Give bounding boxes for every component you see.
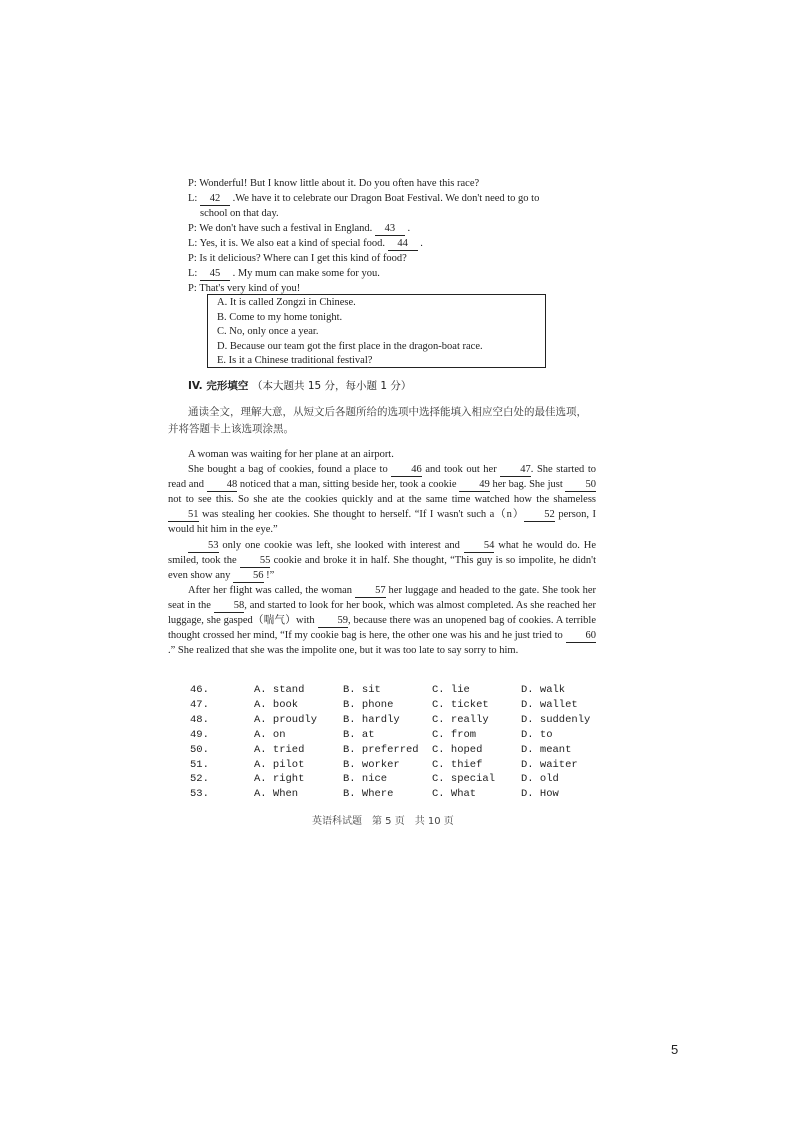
choice-row [190, 683, 610, 698]
choice-d: D. waiter [521, 758, 578, 771]
blank-number: 49 [459, 479, 490, 492]
question-number: 52. [190, 773, 209, 786]
passage-text: !” [263, 569, 275, 581]
blank-number: 57 [355, 585, 386, 598]
dialogue-text: . [404, 223, 411, 234]
dialogue-line [188, 176, 608, 191]
passage-text: .” She realized that she was the impolite one, but it was too late to say sorry to him. [168, 645, 519, 657]
choice-c: C. from [432, 728, 477, 741]
choice-a: A. pilot [254, 758, 305, 771]
dialogue-text: .We have it to celebrate our Dragon Boat Festival. We don't need to go to [229, 193, 540, 204]
dialogue-line [188, 206, 608, 221]
blank-number: 48 [207, 479, 238, 492]
blank-number: 60 [566, 630, 597, 643]
passage-text: person, I would hit him in the eye.” [168, 509, 596, 536]
blank-number: 56 [233, 570, 264, 583]
passage-text: cookie and broke it in half. She thought, “This guy is so impolite, he didn't even show any [168, 554, 596, 581]
choice-b: B. Where [343, 788, 394, 801]
dialogue-section [188, 176, 608, 296]
instructions: 通读全文，理解大意，从短文后各题所给的选项中选择能填入相应空白处的最佳选项，并将答题卡上该选项涂黑。 [168, 406, 587, 435]
section-title: IV. 完形填空 [188, 380, 249, 392]
dialogue-text: . My mum can make some for you. [229, 268, 380, 279]
dialogue-text: P: That's very kind of you! [188, 283, 301, 294]
section-note: （本大题共 15 分，每小题 1 分） [251, 380, 412, 392]
choice-c: C. special [432, 773, 496, 786]
dialogue-text: L: Yes, it is. We also eat a kind of special food. [188, 238, 388, 249]
choice-c: C. hoped [432, 743, 483, 756]
question-number: 46. [190, 684, 209, 696]
choice-d: D. How [521, 788, 559, 801]
choice-d: D. meant [521, 743, 572, 756]
choice-row [190, 713, 610, 728]
page-footer: 英语科试题 第 5 页 共 10 页 [312, 816, 454, 827]
blank-number: 58 [214, 600, 245, 613]
dialogue-line [188, 236, 608, 251]
blank-number: 51 [168, 509, 199, 522]
blank-number: 42 [200, 193, 230, 206]
dialogue-text: L: [188, 268, 200, 279]
dialogue-text: . [417, 238, 423, 249]
passage-text: her luggage and headed to the gate. She took her seat in the [168, 584, 597, 611]
choice-c: C. ticket [432, 698, 489, 711]
choice-d: D. walk [521, 684, 566, 696]
question-number: 50. [190, 743, 209, 756]
choice-d: D. suddenly [521, 713, 591, 726]
passage-paragraph [168, 538, 596, 583]
option-item: A. It is called Zongzi in Chinese. [217, 297, 356, 308]
dialogue-line [188, 221, 608, 236]
blank-number: 50 [565, 479, 596, 492]
choice-d: D. old [521, 773, 559, 786]
dialogue-text: P: We don't have such a festival in England. [188, 223, 375, 234]
blank-number: 43 [375, 223, 405, 236]
blank-number: 46 [391, 464, 422, 477]
passage-text: her bag. She just [489, 479, 566, 491]
choice-b: B. sit [343, 684, 381, 696]
options-box [207, 294, 546, 368]
passage-text: . She started to read and [168, 464, 596, 491]
passage-paragraph [168, 447, 596, 462]
passage-text: only one cookie was left, she looked with interest and [218, 539, 464, 551]
dialogue-text: L: [188, 193, 200, 204]
blank-number: 44 [388, 238, 418, 251]
section-heading [188, 378, 411, 393]
choice-b: B. phone [343, 698, 394, 711]
choice-row [190, 698, 610, 713]
blank-number: 45 [200, 268, 230, 281]
passage-text: not to see this. So she ate the cookies quickly and at the same time watched how the shameless [168, 494, 596, 506]
option-item: E. Is it a Chinese traditional festival? [217, 355, 373, 367]
choice-a: A. When [254, 788, 299, 801]
dialogue-text: P: Is it delicious? Where can I get this kind of food? [188, 253, 407, 264]
choice-a: A. proudly [254, 713, 318, 726]
choice-b: B. hardly [343, 713, 400, 726]
blank-number: 59 [318, 615, 349, 628]
choice-d: D. wallet [521, 698, 578, 711]
question-number: 51. [190, 758, 209, 771]
question-number: 49. [190, 728, 209, 741]
dialogue-text: P: Wonderful! But I know little about it. Do you often have this race? [188, 178, 480, 189]
passage-paragraph [168, 583, 596, 658]
choice-b: B. nice [343, 773, 388, 786]
passage-text: what he would do. He smiled, took the [168, 539, 596, 566]
option-item: C. No, only once a year. [217, 326, 319, 338]
passage-paragraph [168, 462, 596, 537]
passage-text: She bought a bag of cookies, found a place to [188, 464, 392, 476]
choice-d: D. to [521, 728, 553, 741]
option-item: B. Come to my home tonight. [217, 311, 343, 323]
blank-number: 52 [524, 509, 555, 522]
dialogue-line [188, 191, 608, 206]
choice-b: B. worker [343, 758, 400, 771]
passage-text: was stealing her cookies. She thought to herself. “If I wasn't such a（n） [198, 509, 525, 521]
choice-b: B. at [343, 728, 375, 741]
cloze-passage [168, 447, 596, 658]
passage-text: and took out her [421, 464, 501, 476]
passage-text: A woman was waiting for her plane at an airport. [188, 449, 394, 460]
choice-c: C. lie [432, 684, 470, 696]
question-number: 48. [190, 713, 209, 726]
passage-text: noticed that a man, sitting beside her, took a cookie [237, 479, 460, 491]
choice-row [190, 743, 610, 758]
question-number: 53. [190, 788, 209, 801]
choice-c: C. thief [432, 758, 483, 771]
blank-number: 47 [500, 464, 531, 477]
dialogue-line [188, 266, 608, 281]
blank-number: 53 [188, 540, 219, 553]
choice-a: A. tried [254, 743, 305, 756]
choice-b: B. preferred [343, 743, 419, 756]
passage-text: After her flight was called, the woman [188, 584, 356, 596]
choice-row [190, 728, 610, 743]
dialogue-text: school on that day. [200, 208, 279, 219]
choice-c: C. really [432, 713, 489, 726]
question-number: 47. [190, 698, 209, 711]
choice-a: A. on [254, 728, 286, 741]
choice-a: A. stand [254, 684, 305, 696]
choice-row [190, 772, 610, 787]
choice-row [190, 758, 610, 773]
dialogue-line [188, 251, 608, 266]
answer-choices [190, 683, 610, 802]
choice-row [190, 787, 610, 802]
passage-text: , and started to look for her book, which was almost completed. As she reached her luggage, she gasped（喘气）with [168, 599, 596, 627]
choice-a: A. right [254, 773, 305, 786]
choice-c: C. What [432, 788, 477, 801]
blank-number: 54 [464, 540, 495, 553]
blank-number: 55 [240, 555, 271, 568]
option-item: D. Because our team got the first place in the dragon-boat race. [217, 340, 483, 352]
passage-text: , because there was an unopened bag of cookies. A terrible thought crossed her mind, “If my cookie bag is here, the other one was his and he just tried to [168, 615, 596, 642]
page-number: 5 [671, 1042, 679, 1057]
choice-a: A. book [254, 698, 299, 711]
